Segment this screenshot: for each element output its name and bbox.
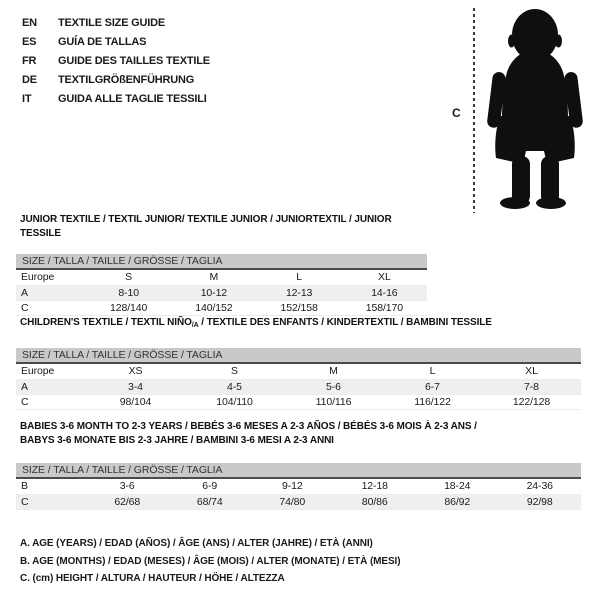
cell: 140/152 xyxy=(171,300,256,315)
language-label: GUIDA ALLE TAGLIE TESSILI xyxy=(58,92,207,105)
height-label-c: C xyxy=(452,106,461,120)
language-code: EN xyxy=(22,16,37,29)
cell: XL xyxy=(342,270,427,285)
section-title-line1: BABIES 3-6 MONTH TO 2-3 YEARS / BEBÉS 3-6 MESES A 2-3 AÑOS / BÉBÉS 3-6 MOIS À 2-3 ANS / xyxy=(20,421,477,432)
cell: 116/122 xyxy=(383,394,482,409)
table-row xyxy=(16,270,427,285)
row-label: Europe xyxy=(16,270,86,285)
table-row xyxy=(16,494,581,509)
cell: 5-6 xyxy=(284,379,383,394)
section-children-textile xyxy=(16,316,581,410)
language-code: FR xyxy=(22,54,37,67)
legend-line-c: C. (cm) HEIGHT / ALTURA / HAUTEUR / HÖHE / ALTEZZA xyxy=(20,573,285,584)
language-row xyxy=(22,13,210,32)
cell: 92/98 xyxy=(499,494,582,509)
section-babies-textile xyxy=(16,420,581,510)
babies-size-table xyxy=(16,479,581,510)
size-header-bar: SIZE / TALLA / TAILLE / GRÖSSE / TAGLIA xyxy=(16,463,581,479)
language-label: GUÍA DE TALLAS xyxy=(58,35,147,48)
height-dashed-line xyxy=(473,8,475,213)
cell: XL xyxy=(482,364,581,379)
cell: M xyxy=(171,270,256,285)
cell: 12-18 xyxy=(334,479,417,494)
language-list xyxy=(22,13,210,108)
cell: 4-5 xyxy=(185,379,284,394)
cell: 98/104 xyxy=(86,394,185,409)
cell: 8-10 xyxy=(86,285,171,300)
cell: 6-9 xyxy=(169,479,252,494)
cell: 14-16 xyxy=(342,285,427,300)
children-size-table xyxy=(16,364,581,410)
row-label: C xyxy=(16,394,86,409)
cell: 86/92 xyxy=(416,494,499,509)
cell: 122/128 xyxy=(482,394,581,409)
table-row xyxy=(16,479,581,494)
section-title xyxy=(16,420,581,448)
language-code: ES xyxy=(22,35,37,48)
cell: 158/170 xyxy=(342,300,427,315)
table-row xyxy=(16,285,427,300)
section-title-line2: BABYS 3-6 MONATE BIS 2-3 JAHRE / BAMBINI 3-6 MESI A 2-3 ANNI xyxy=(20,435,334,446)
row-label: Europe xyxy=(16,364,86,379)
table-row xyxy=(16,300,427,315)
row-label: B xyxy=(16,479,86,494)
cell: L xyxy=(383,364,482,379)
cell: 24-36 xyxy=(499,479,582,494)
cell: 18-24 xyxy=(416,479,499,494)
row-label: C xyxy=(16,300,86,315)
language-code: IT xyxy=(22,92,32,105)
cell: 3-4 xyxy=(86,379,185,394)
baby-silhouette xyxy=(487,8,583,210)
language-row xyxy=(22,51,210,70)
section-junior-textile xyxy=(16,213,427,316)
row-label: A xyxy=(16,379,86,394)
section-title: JUNIOR TEXTILE / TEXTIL JUNIOR/ TEXTILE JUNIOR / JUNIORTEXTIL / JUNIOR TESSILE xyxy=(20,214,392,239)
cell: 12-13 xyxy=(257,285,342,300)
cell: 7-8 xyxy=(482,379,581,394)
cell: XS xyxy=(86,364,185,379)
language-row xyxy=(22,70,210,89)
size-header-bar: SIZE / TALLA / TAILLE / GRÖSSE / TAGLIA xyxy=(16,348,581,364)
subscript-a: /A xyxy=(191,322,199,329)
table-row xyxy=(16,379,581,394)
cell: S xyxy=(185,364,284,379)
section-title: CHILDREN'S TEXTILE / TEXTIL $NIÑO_{/A}$ / TEXTILE DES ENFANTS / KINDERTEXTIL / BAMBINI TESSILE xyxy=(20,317,492,329)
cell: 6-7 xyxy=(383,379,482,394)
legend-line-b: B. AGE (MONTHS) / EDAD (MESES) / ÂGE (MOIS) / ALTER (MONATE) / ETÀ (MESI) xyxy=(20,555,401,567)
cell: 74/80 xyxy=(251,494,334,509)
cell: 110/116 xyxy=(284,394,383,409)
cell: 9-12 xyxy=(251,479,334,494)
cell: M xyxy=(284,364,383,379)
cell: 128/140 xyxy=(86,300,171,315)
language-row xyxy=(22,32,210,51)
table-row xyxy=(16,394,581,409)
row-label: A xyxy=(16,285,86,300)
language-label: GUIDE DES TAILLES TEXTILE xyxy=(58,54,210,67)
cell: 152/158 xyxy=(257,300,342,315)
language-row xyxy=(22,89,210,108)
junior-size-table xyxy=(16,270,427,316)
legend-line-a: A. AGE (YEARS) / EDAD (AÑOS) / ÂGE (ANS) / ALTER (JAHRE) / ETÀ (ANNI) xyxy=(20,538,373,549)
cell: 3-6 xyxy=(86,479,169,494)
size-header-bar: SIZE / TALLA / TAILLE / GRÖSSE / TAGLIA xyxy=(16,254,427,270)
cell: 104/110 xyxy=(185,394,284,409)
measurement-legend xyxy=(20,535,400,588)
cell: 62/68 xyxy=(86,494,169,509)
cell: 80/86 xyxy=(334,494,417,509)
cell: S xyxy=(86,270,171,285)
cell: 10-12 xyxy=(171,285,256,300)
table-row xyxy=(16,364,581,379)
row-label: C xyxy=(16,494,86,509)
cell: L xyxy=(257,270,342,285)
language-label: TEXTILGRÖßENFÜHRUNG xyxy=(58,73,195,86)
cell: 68/74 xyxy=(169,494,252,509)
language-code: DE xyxy=(22,73,37,86)
language-label: TEXTILE SIZE GUIDE xyxy=(58,16,166,29)
